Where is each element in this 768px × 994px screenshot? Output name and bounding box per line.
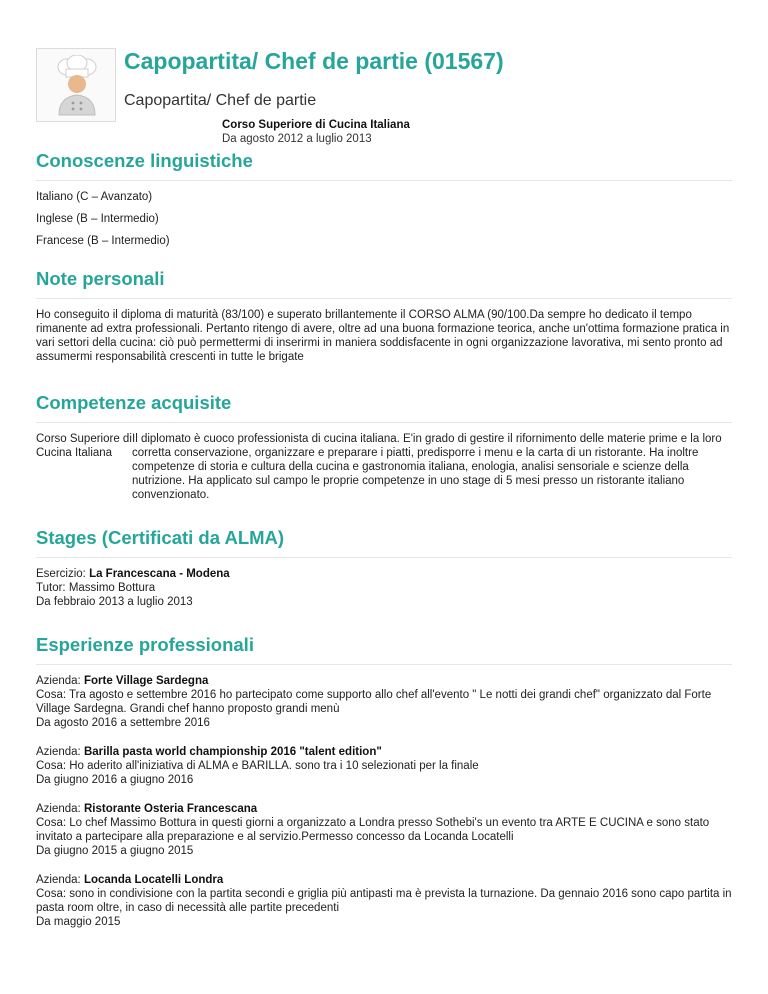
- azienda-value: Forte Village Sardegna: [83, 675, 209, 687]
- course-name: Corso Superiore di Cucina Italiana: [222, 119, 410, 131]
- azienda-label: Azienda:: [36, 874, 81, 886]
- azienda-label: Azienda:: [36, 803, 81, 815]
- experience-dates: Da giugno 2016 a giugno 2016: [36, 774, 194, 786]
- divider: [36, 298, 732, 299]
- cosa-label: Cosa:: [36, 760, 67, 772]
- cosa-value: Lo chef Massimo Bottura in questi giorni a organizzato a Londra presso Sothebi's un evento tra ARTE E CUCINA e sono stato invitato a partecipare alla preparazione e al servizio.Permesso concesso da Locanda Locatelli: [36, 817, 710, 843]
- experience-item: [36, 802, 732, 858]
- cosa-value: sono in condivisione con la partita secondi e griglia più antipasti ma è prevista la turnazione. Da gennaio 2016 sono capo partita in pasta room oltre, in caso di necessità alle partite precedenti: [36, 888, 732, 914]
- languages-section: [36, 148, 732, 256]
- divider: [36, 180, 732, 181]
- skills-section: [36, 390, 732, 502]
- experience-item: [36, 873, 732, 929]
- experience-item: [36, 674, 732, 730]
- section-heading: Stages (Certificati da ALMA): [36, 527, 285, 548]
- divider: [36, 664, 732, 665]
- esercizio-value: La Francescana - Modena: [89, 568, 230, 580]
- stage-tutor: [36, 581, 732, 595]
- cosa-label: Cosa:: [36, 888, 67, 900]
- section-heading: Esperienze professionali: [36, 634, 254, 655]
- avatar: [36, 48, 116, 122]
- stage-esercizio: [36, 567, 732, 581]
- divider: [36, 557, 732, 558]
- divider: [36, 422, 732, 423]
- experience-section: [36, 632, 732, 944]
- cosa-label: Cosa:: [36, 817, 67, 829]
- experience-dates: Da maggio 2015: [36, 916, 121, 928]
- stages-section: [36, 525, 732, 609]
- notes-text: Ho conseguito il diploma di maturità (83/100) e superato brillantemente il CORSO ALMA (90/100.Da sempre ho dedicato il tempo rimanente ad extra professionali. Pertanto ritengo di avere, oltre ad una buona formazione teorica, anche un'ottima formazione pratica in vari settori della cucina: ciò può permettermi di inserirmi in maniera soddisfacente in ogni organizzazione lavorativa, mi sento pronto ad assumermi responsabilità crescenti in tutte le brigate: [36, 309, 730, 363]
- tutor-label: Tutor:: [36, 582, 66, 594]
- course-dates: Da agosto 2012 a luglio 2013: [222, 133, 372, 145]
- experience-dates: Da giugno 2015 a giugno 2015: [36, 845, 194, 857]
- page-subtitle: Capopartita/ Chef de partie: [124, 92, 317, 109]
- notes-section: [36, 266, 732, 364]
- experience-dates: Da agosto 2016 a settembre 2016: [36, 717, 210, 729]
- tutor-value: Massimo Bottura: [68, 582, 156, 594]
- skills-label: Corso Superiore di Cucina Italiana: [36, 433, 132, 459]
- experience-item: [36, 745, 732, 787]
- education-entry: [222, 118, 410, 146]
- language-item: Francese (B – Intermedio): [36, 235, 170, 247]
- azienda-label: Azienda:: [36, 746, 81, 758]
- skills-text: Il diplomato è cuoco professionista di cucina italiana. E'in grado di gestire il rifornimento delle materie prime e la loro corretta conservazione, organizzare e preparare i piatti, predisporre i menu e la carta di un ristorante. Ha inoltre competenze di storia e cultura della cucina e gastronomia italiana, enologia, analisi sensoriale e scienze della nutrizione. Ha applicato sul campo le proprie competenze in uno stage di 5 mesi presso un ristorante italiano convenzionato.: [132, 433, 722, 501]
- stage-dates: Da febbraio 2013 a luglio 2013: [36, 596, 193, 608]
- section-heading: Conoscenze linguistiche: [36, 150, 253, 171]
- cosa-value: Ho aderito all'iniziativa di ALMA e BARILLA. sono tra i 10 selezionati per la finale: [69, 760, 479, 772]
- azienda-value: Ristorante Osteria Francescana: [83, 803, 258, 815]
- language-item: Inglese (B – Intermedio): [36, 213, 159, 225]
- azienda-value: Locanda Locatelli Londra: [83, 874, 224, 886]
- skills-row: [36, 432, 732, 502]
- section-heading: Note personali: [36, 268, 165, 289]
- page-title: Capopartita/ Chef de partie (01567): [124, 48, 504, 74]
- section-heading: Competenze acquisite: [36, 392, 232, 413]
- cosa-label: Cosa:: [36, 689, 67, 701]
- chef-avatar-icon: [51, 55, 103, 117]
- language-item: Italiano (C – Avanzato): [36, 191, 153, 203]
- esercizio-label: Esercizio:: [36, 568, 86, 580]
- azienda-value: Barilla pasta world championship 2016 "talent edition": [83, 746, 382, 758]
- cosa-value: Tra agosto e settembre 2016 ho partecipato come supporto allo chef all'evento " Le notti dei grandi chef" organizzato dal Forte Village Sardegna. Grandi chef hanno proposto grandi menù: [36, 689, 712, 715]
- azienda-label: Azienda:: [36, 675, 81, 687]
